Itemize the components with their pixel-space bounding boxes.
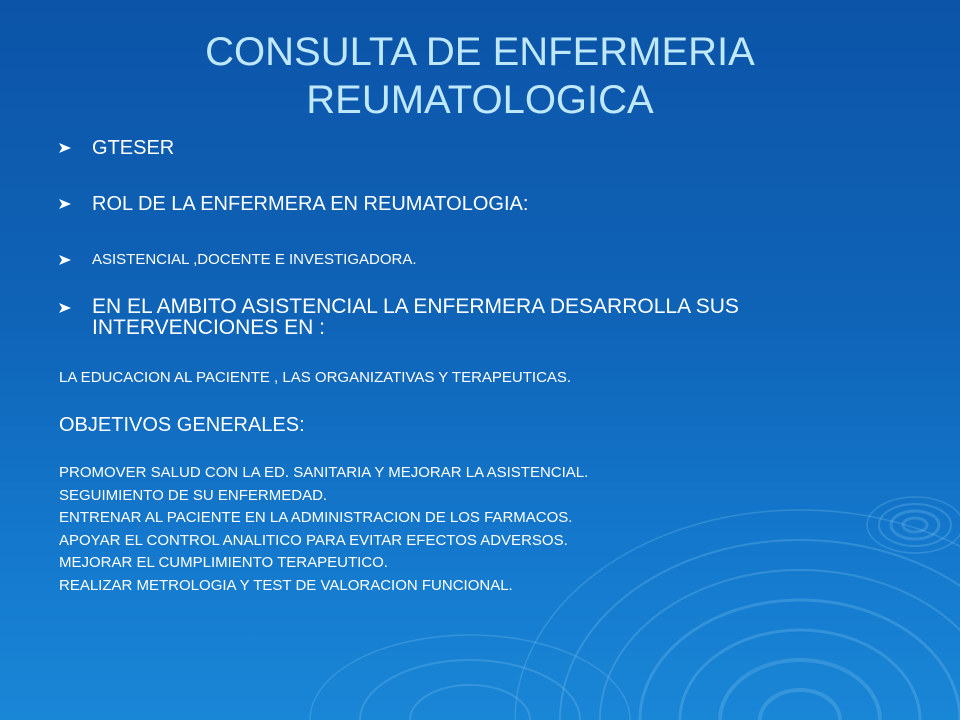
objectives-list (59, 462, 588, 598)
arrow-bullet-icon (58, 302, 72, 314)
objective-item: MEJORAR EL CUMPLIMIENTO TERAPEUTICO. (59, 554, 388, 572)
bullet-item (58, 296, 918, 338)
bullet-text: ROL DE LA ENFERMERA EN REUMATOLOGIA: (92, 193, 529, 215)
bullet-text: EN EL AMBITO ASISTENCIAL LA ENFERMERA DESARROLLA SUS INTERVENCIONES EN : (92, 295, 739, 339)
objective-item: APOYAR EL CONTROL ANALITICO PARA EVITAR EFECTOS ADVERSOS. (59, 531, 568, 549)
bullet-text: ASISTENCIAL ,DOCENTE E INVESTIGADORA. (92, 251, 417, 268)
slide-title (0, 28, 960, 124)
arrow-bullet-icon (58, 254, 72, 266)
bullet-text: GTESER (92, 137, 175, 159)
objective-item: PROMOVER SALUD CON LA ED. SANITARIA Y MEJORAR LA ASISTENCIAL. (59, 464, 589, 481)
title-line-2: REUMATOLOGICA (306, 78, 654, 122)
bullet-item (58, 250, 417, 270)
objective-item: SEGUIMIENTO DE SU ENFERMEDAD. (59, 486, 328, 504)
education-line: LA EDUCACION AL PACIENTE , LAS ORGANIZATIVAS Y TERAPEUTICAS. (59, 369, 572, 386)
objective-item: ENTRENAR AL PACIENTE EN LA ADMINISTRACION DE LOS FARMACOS. (59, 509, 573, 527)
bullet-item (58, 192, 528, 216)
title-line-1: CONSULTA DE ENFERMERIA (205, 30, 755, 74)
objectives-heading: OBJETIVOS GENERALES: (59, 414, 305, 436)
arrow-bullet-icon (58, 198, 72, 210)
arrow-bullet-icon (58, 142, 72, 154)
objective-item: REALIZAR METROLOGIA Y TEST DE VALORACION FUNCIONAL. (59, 576, 513, 594)
bullet-item (58, 136, 174, 160)
